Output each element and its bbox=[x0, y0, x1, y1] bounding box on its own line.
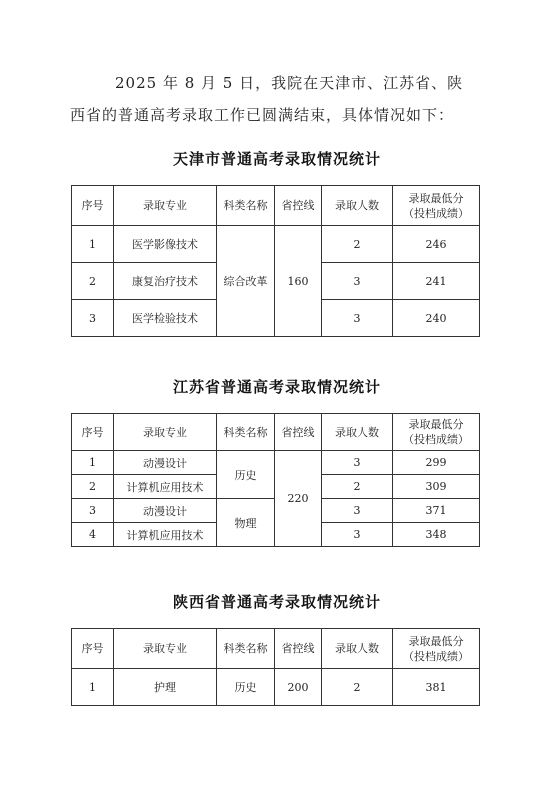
tianjin-table bbox=[71, 185, 480, 337]
cell-major: 动漫设计 bbox=[114, 499, 217, 523]
cell-count: 2 bbox=[322, 669, 393, 706]
jiangsu-title: 江苏省普通高考录取情况统计 bbox=[172, 378, 381, 396]
table-header-row bbox=[72, 629, 480, 669]
cell-count: 3 bbox=[322, 523, 393, 547]
cell-min: 371 bbox=[393, 499, 480, 523]
cell-subject: 历史 bbox=[217, 451, 275, 499]
header-major: 录取专业 bbox=[114, 629, 217, 669]
intro-line-1: 2025 年 8 月 5 日，我院在天津市、江苏省、陕 bbox=[115, 74, 464, 92]
table-row bbox=[72, 669, 480, 706]
cell-major: 计算机应用技术 bbox=[114, 523, 217, 547]
intro-line-2: 西省的普通高考录取工作已圆满结束，具体情况如下： bbox=[70, 106, 455, 124]
header-subject: 科类名称 bbox=[217, 629, 275, 669]
cell-min: 348 bbox=[393, 523, 480, 547]
shaanxi-title: 陕西省普通高考录取情况统计 bbox=[172, 593, 381, 611]
cell-min: 299 bbox=[393, 451, 480, 475]
header-major: 录取专业 bbox=[114, 186, 217, 226]
table-row bbox=[72, 226, 480, 263]
header-major: 录取专业 bbox=[114, 414, 217, 451]
cell-major: 医学影像技术 bbox=[114, 226, 217, 263]
cell-no: 3 bbox=[72, 499, 114, 523]
cell-no: 3 bbox=[72, 300, 114, 337]
cell-count: 3 bbox=[322, 263, 393, 300]
cell-no: 2 bbox=[72, 263, 114, 300]
cell-count: 3 bbox=[322, 451, 393, 475]
cell-no: 2 bbox=[72, 475, 114, 499]
cell-major: 康复治疗技术 bbox=[114, 263, 217, 300]
table-row bbox=[72, 451, 480, 475]
jiangsu-table bbox=[71, 413, 480, 547]
cell-no: 1 bbox=[72, 226, 114, 263]
header-no: 序号 bbox=[72, 414, 114, 451]
cell-count: 2 bbox=[322, 475, 393, 499]
cell-count: 2 bbox=[322, 226, 393, 263]
cell-control: 160 bbox=[275, 226, 322, 337]
table-header-row bbox=[72, 414, 480, 451]
header-subject: 科类名称 bbox=[217, 186, 275, 226]
cell-subject: 物理 bbox=[217, 499, 275, 547]
cell-control: 200 bbox=[275, 669, 322, 706]
header-min-score: 录取最低分 （投档成绩） bbox=[393, 186, 480, 226]
cell-major: 护理 bbox=[114, 669, 217, 706]
cell-min: 240 bbox=[393, 300, 480, 337]
header-control: 省控线 bbox=[275, 629, 322, 669]
cell-major: 计算机应用技术 bbox=[114, 475, 217, 499]
header-control: 省控线 bbox=[275, 414, 322, 451]
header-control: 省控线 bbox=[275, 186, 322, 226]
cell-major: 动漫设计 bbox=[114, 451, 217, 475]
header-min-score: 录取最低分 （投档成绩） bbox=[393, 414, 480, 451]
header-count: 录取人数 bbox=[322, 414, 393, 451]
shaanxi-table bbox=[71, 628, 480, 706]
table-header-row bbox=[72, 186, 480, 226]
header-count: 录取人数 bbox=[322, 629, 393, 669]
cell-control: 220 bbox=[275, 451, 322, 547]
header-subject: 科类名称 bbox=[217, 414, 275, 451]
cell-no: 1 bbox=[72, 451, 114, 475]
cell-count: 3 bbox=[322, 300, 393, 337]
cell-no: 1 bbox=[72, 669, 114, 706]
header-count: 录取人数 bbox=[322, 186, 393, 226]
header-min-score: 录取最低分 （投档成绩） bbox=[393, 629, 480, 669]
cell-min: 246 bbox=[393, 226, 480, 263]
cell-subject: 历史 bbox=[217, 669, 275, 706]
cell-count: 3 bbox=[322, 499, 393, 523]
header-no: 序号 bbox=[72, 629, 114, 669]
tianjin-title: 天津市普通高考录取情况统计 bbox=[172, 150, 381, 168]
cell-no: 4 bbox=[72, 523, 114, 547]
cell-subject: 综合改革 bbox=[217, 226, 275, 337]
cell-major: 医学检验技术 bbox=[114, 300, 217, 337]
cell-min: 309 bbox=[393, 475, 480, 499]
cell-min: 381 bbox=[393, 669, 480, 706]
cell-min: 241 bbox=[393, 263, 480, 300]
header-no: 序号 bbox=[72, 186, 114, 226]
